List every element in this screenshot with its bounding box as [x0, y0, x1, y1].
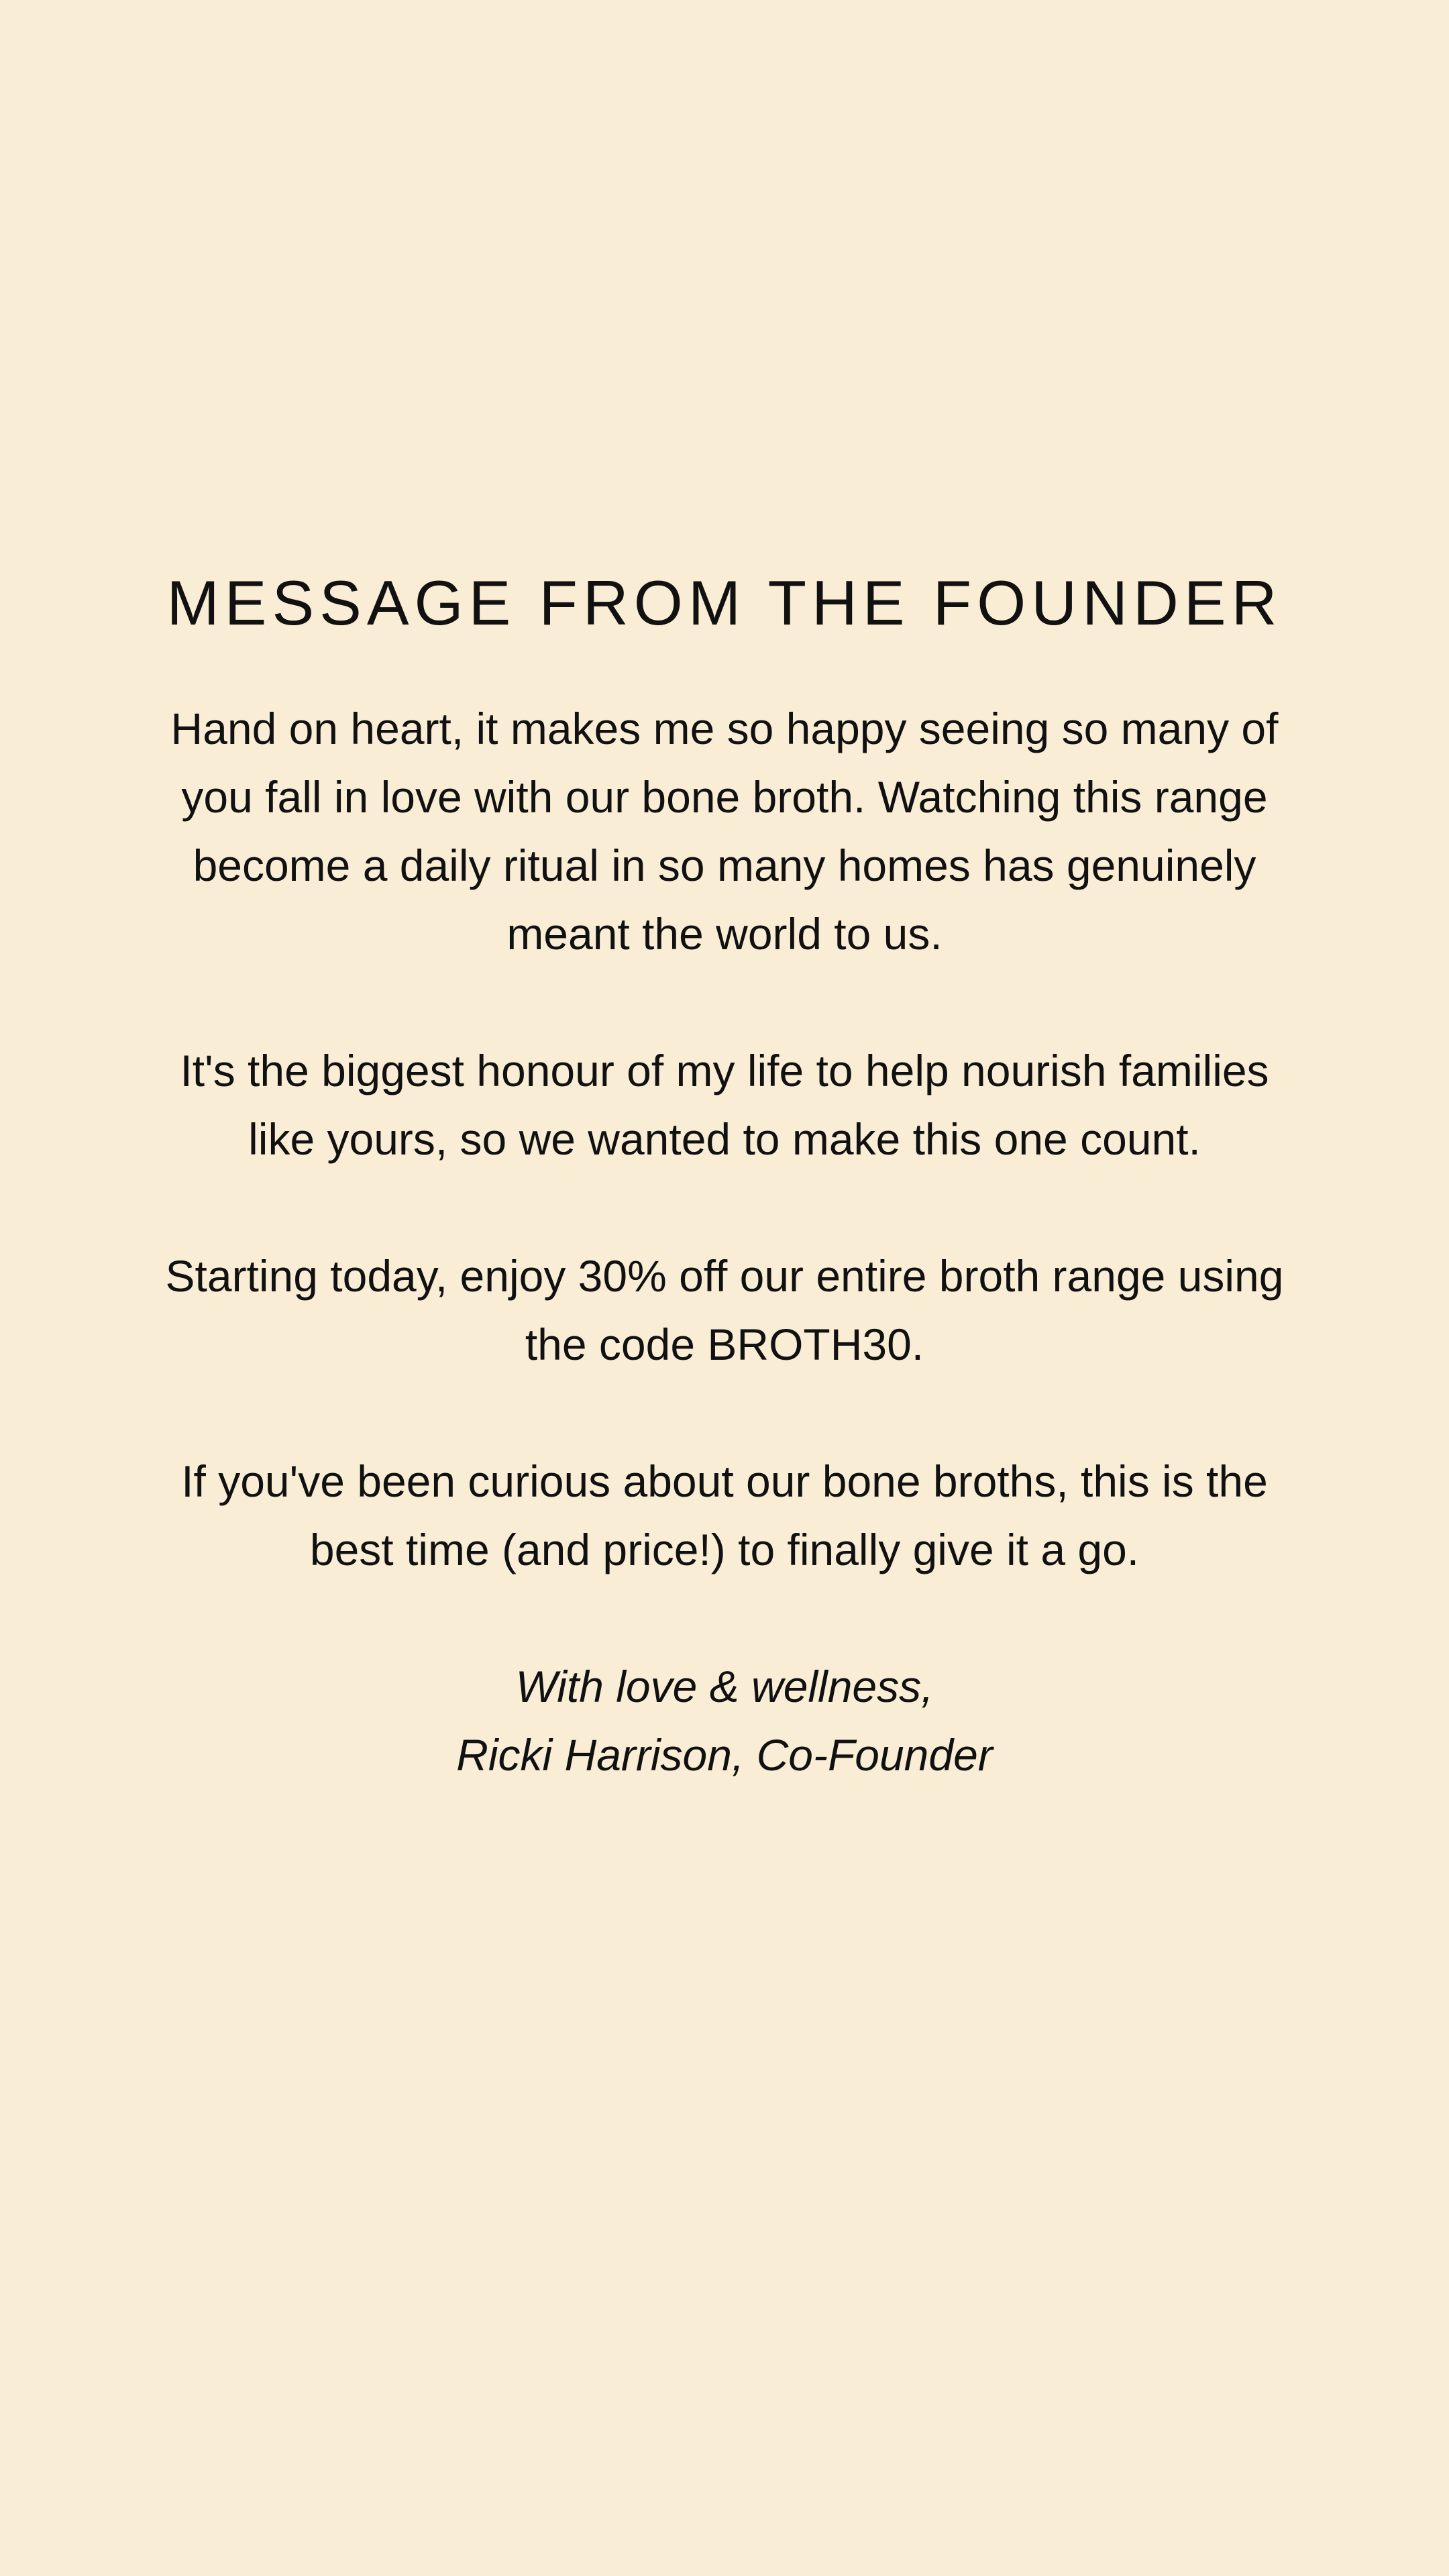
paragraph-line: like yours, so we wanted to make this one count. — [248, 1114, 1201, 1164]
paragraph-line: If you've been curious about our bone broths, this is the — [181, 1456, 1268, 1506]
paragraph-line: It's the biggest honour of my life to help nourish families — [180, 1046, 1269, 1095]
paragraph-line: Starting today, enjoy 30% off our entire broth range using — [165, 1251, 1284, 1301]
message-paragraph-4 — [161, 1447, 1288, 1584]
message-paragraph-3 — [161, 1242, 1288, 1379]
paragraph-line: best time (and price!) to finally give it a go. — [309, 1525, 1140, 1574]
signoff — [161, 1652, 1288, 1789]
paragraph-line: meant the world to us. — [506, 909, 943, 959]
paragraph-line: become a daily ritual in so many homes has genuinely — [193, 841, 1256, 890]
message-paragraph-1 — [161, 694, 1288, 968]
signoff-name: Ricki Harrison, Co-Founder — [456, 1730, 993, 1780]
message-content — [161, 567, 1288, 1789]
page-title: MESSAGE FROM THE FOUNDER — [166, 568, 1283, 638]
paragraph-line: the code BROTH30. — [525, 1320, 924, 1369]
paragraph-line: Hand on heart, it makes me so happy seeing so many of — [170, 704, 1279, 753]
paragraph-line: you fall in love with our bone broth. Watching this range — [181, 772, 1268, 822]
signoff-closing: With love & wellness, — [515, 1662, 934, 1711]
message-body — [161, 694, 1288, 1584]
message-paragraph-2 — [161, 1036, 1288, 1173]
